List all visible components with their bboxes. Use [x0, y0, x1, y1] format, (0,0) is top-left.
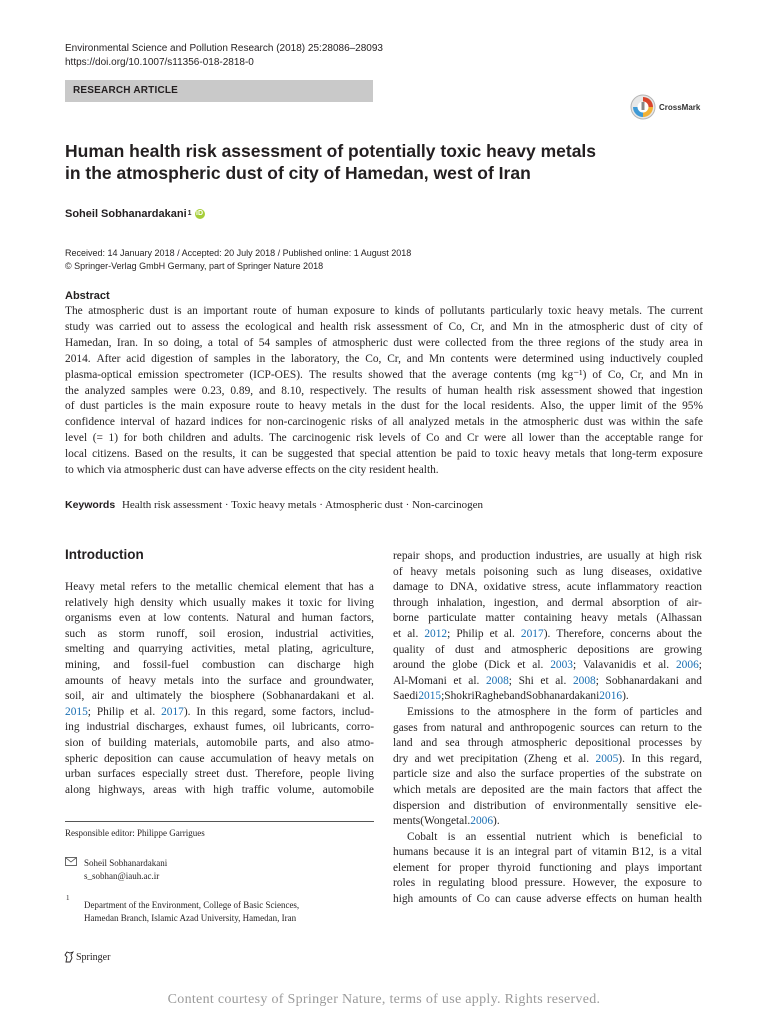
body-line: smelting and quarrying activities, metal plating, agriculture, — [65, 643, 374, 656]
body-line: damage to DNA, oxidative stress, acute inflammatory reaction — [393, 581, 702, 594]
abstract-line: of dust particles is the main exposure route to heavy metals in the dust for the local residents. Also, the upper limit of the 95% — [65, 400, 703, 413]
body-line: humans because it is an integral part of vitamin B12, is a vital — [393, 846, 702, 859]
abstract-line: 2014. After acid digestion of samples in the laboratory, the Co, Cr, and Mn contents were determined using inductively coupled — [65, 352, 703, 365]
orcid-icon[interactable]: iD — [196, 210, 204, 217]
abstract-line: plasma-optical emission spectrometer (ICP-OES). The results showed that the average contents (mg kg⁻¹) of Co, Cr, and Mn in — [65, 368, 703, 381]
citation-link[interactable]: 2017 — [520, 627, 544, 640]
abstract-line: level (= 1) for both children and adults. The carcinogenic risk levels of Co and Cr were all lower than the acceptable range for — [65, 432, 703, 445]
keywords-list: Health risk assessment · Toxic heavy metals · Atmospheric dust · Non-carcinogen — [121, 499, 483, 511]
body-line: gases from natural and anthropogenic sources can return to the — [393, 721, 702, 734]
body-line: sion of building materials, automobile parts, and also atmo- — [65, 736, 374, 749]
citation-link[interactable]: 2008 — [485, 674, 509, 687]
doi-link[interactable]: https://doi.org/10.1007/s11356-018-2818-0 — [65, 57, 254, 68]
corresponding-author-email[interactable]: s_sobhan@iauh.ac.ir — [84, 871, 160, 881]
title-line: in the atmospheric dust of city of Hamedan, west of Iran — [65, 163, 531, 183]
body-line: roles in regulating blood pressure. However, the exposure to — [393, 877, 702, 890]
keywords-label: Keywords — [65, 499, 116, 511]
citation-link[interactable]: 2016 — [599, 690, 623, 703]
author-affiliation-mark: 1 — [187, 210, 192, 217]
body-line: Cobalt is an essential nutrient which is beneficial to — [407, 830, 702, 843]
body-line: land and sea through atmospheric depositional processes by — [393, 737, 702, 750]
body-line: relatively high density which usually makes it toxic for living — [65, 596, 374, 609]
body-line: along highways, areas with high traffic volume, automobile — [65, 783, 374, 796]
citation-link[interactable]: 2012 — [424, 627, 448, 640]
abstract-line: confidence interval of hazard indices for non-carcinogenic risks of all analyzed metals in the atmospheric dust was within the safe — [65, 416, 703, 429]
abstract-line: to which via atmospheric dust can have adverse effects on the city resident health. — [65, 464, 439, 477]
body-line: Saedi 2015; Shokri Ragheb and Sobhanardakani 2016). — [393, 690, 629, 703]
author-name[interactable]: Soheil Sobhanardakani — [65, 208, 187, 220]
affiliation-number: 1 — [66, 894, 70, 902]
corresponding-author-name: Soheil Sobhanardakani — [84, 858, 168, 868]
body-line: element for proper thyroid functioning and plays important — [393, 861, 702, 874]
body-line: ments (Wong et al. 2006). — [393, 815, 500, 828]
article-title — [65, 140, 665, 184]
abstract-line: local citizens. Based on the results, it can be suggested that special attention be paid to toxic heavy metals that long-term exposure — [65, 448, 703, 461]
body-line: et al. 2012; Philip et al. 2017). Therefore, concerns about the — [393, 627, 702, 640]
envelope-icon — [65, 857, 77, 866]
author — [65, 206, 205, 222]
crossmark-icon — [630, 94, 656, 120]
abstract-line: The atmospheric dust is an important route of human exposure to kinds of pollutants particularly toxic heavy metals. The current — [65, 305, 703, 317]
affiliation-line: Department of the Environment, College of Basic Sciences, — [84, 900, 300, 910]
body-line: amounts of heavy metals into the surface and groundwater, — [65, 674, 374, 687]
affiliation-line: Hamedan Branch, Islamic Azad University, Hamedan, Iran — [84, 913, 297, 923]
body-line: Al-Momani et al. 2008; Shi et al. 2008; Sobhanardakani and — [393, 674, 702, 687]
journal-citation: Environmental Science and Pollution Research (2018) 25:28086–28093 — [65, 43, 383, 54]
publisher-name: Springer — [76, 951, 111, 963]
body-line: Emissions to the atmosphere in the form of particles and — [407, 705, 702, 718]
springer-logo — [64, 951, 110, 963]
abstract-heading: Abstract — [65, 290, 110, 302]
body-line: borne particulate matter containing heavy metals (Alhassan — [393, 612, 702, 625]
courtesy-notice: Content courtesy of Springer Nature, terms of use apply. Rights reserved. — [167, 992, 601, 1007]
crossmark-badge[interactable] — [630, 94, 700, 120]
body-line: repair shops, and production industries, are usually at high risk — [393, 550, 702, 562]
body-line: urban surfaces especially street dust. Therefore, people living — [65, 768, 374, 781]
citation-link[interactable]: 2006 — [675, 659, 699, 672]
citation-link[interactable]: 2015 — [418, 690, 442, 703]
body-line: Heavy metal refers to the metallic chemical element that has a — [65, 581, 374, 593]
body-line: organisms even at low contents. Natural and human factors, — [65, 612, 374, 625]
citation-link[interactable]: 2005 — [595, 752, 619, 765]
abstract-line: the analyzed samples were 0.23, 0.89, and 8.10, respectively. The results of human health risk assessment showed that ingestion — [65, 384, 703, 397]
body-line: of heavy metals poisoning such as lung diseases, oxidative — [393, 565, 702, 578]
abstract-body — [65, 304, 703, 479]
article-type-banner: RESEARCH ARTICLE — [65, 80, 373, 102]
body-line: quality of dust and atmospheric depositions are growing — [393, 643, 702, 656]
publication-dates: Received: 14 January 2018 / Accepted: 20 July 2018 / Published online: 1 August 2018 — [65, 248, 412, 258]
springer-horse-icon — [64, 951, 74, 963]
body-line: particle size and also the surface properties of the substrate on — [393, 768, 702, 781]
body-line: ing industrial discharges, exhaust fumes, oil lubricants, corro- — [65, 721, 374, 734]
body-line: 2015; Philip et al. 2017). In this regard, some factors, includ- — [65, 705, 374, 718]
citation-link[interactable]: 2017 — [161, 705, 184, 718]
abstract-line: Hamedan, Iran. In so doing, a total of 54 samples of atmospheric dust were collected from the three regions of the study area in — [65, 336, 703, 349]
body-line: dry and wet precipitation (Zheng et al. 2005). In this regard, — [393, 752, 702, 765]
citation-link[interactable]: 2003 — [550, 659, 573, 672]
body-line: which metals are deposited are the main factors that affect the — [393, 783, 702, 796]
body-line: mining, and fossil-fuel combustion can discharge high — [65, 658, 374, 671]
body-line: dispersion and distribution of environmentally sensitive ele- — [393, 799, 702, 812]
abstract-line: study was carried out to assess the ecological and health risk assessment of Co, Cr, and Mn in the atmospheric dust of city of — [65, 320, 703, 333]
body-line: spheric deposition can cause accumulation of heavy metals on — [65, 752, 374, 765]
citation-link[interactable]: 2006 — [470, 815, 494, 828]
footnote-divider — [65, 821, 374, 822]
body-line: through inhalation, ingestion, and dermal absorption of air- — [393, 596, 702, 609]
body-line: high amounts of Co can cause adverse effects on human health — [393, 893, 702, 906]
citation-link[interactable]: 2015 — [65, 705, 88, 718]
copyright-notice: © Springer-Verlag GmbH Germany, part of Springer Nature 2018 — [65, 261, 324, 271]
introduction-heading: Introduction — [65, 547, 144, 562]
body-line: around the globe (Dick et al. 2003; Valavanidis et al. 2006; — [393, 659, 702, 672]
crossmark-label: CrossMark — [659, 102, 701, 112]
citation-link[interactable]: 2008 — [572, 674, 596, 687]
left-column-text — [65, 580, 374, 798]
title-line: Human health risk assessment of potentially toxic heavy metals — [65, 141, 597, 161]
body-line: soil, air and ultimately the biosphere (Sobhanardakani et al. — [65, 690, 374, 703]
responsible-editor: Responsible editor: Philippe Garrigues — [65, 828, 205, 838]
right-column-text — [393, 549, 702, 908]
body-line: such as storm runoff, soil erosion, industrial activities, — [65, 627, 374, 640]
keywords — [65, 498, 483, 513]
